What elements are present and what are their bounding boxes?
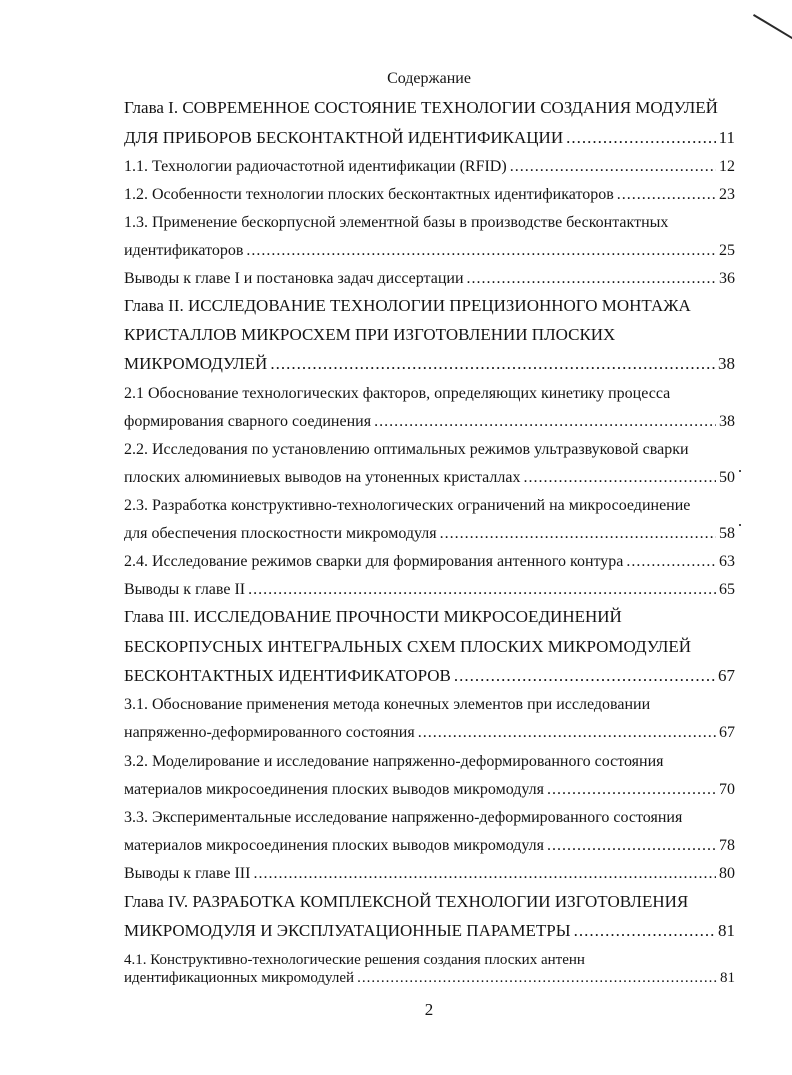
toc-chapter-4-line-2: МИКРОМОДУЛЯ И ЭКСПЛУАТАЦИОННЫЕ ПАРАМЕТРЫ ..... 81 [124, 920, 735, 942]
scan-speck [739, 524, 741, 526]
toc-section-3-2-line-1: 3.2. Моделирование и исследование напряженно-деформированного состояния [124, 753, 664, 770]
toc-section-4-1-line-1: 4.1. Конструктивно-технологические решения создания плоских антенн [124, 952, 585, 968]
toc-section-3-1-line-1: 3.1. Обоснование применения метода конечных элементов при исследовании [124, 696, 651, 713]
toc-section-3-3-line-1: 3.3. Экспериментальные исследование напряженно-деформированного состояния [124, 809, 683, 826]
toc-conclusions-1: Выводы к главе I и постановка задач диссертации ..... 36 [124, 268, 735, 290]
toc-section-1-2: 1.2. Особенности технологии плоских бесконтактных идентификаторов ..... 23 [124, 184, 735, 206]
toc-chapter-2-line-3: МИКРОМОДУЛЕЙ ..... 38 [124, 353, 735, 375]
toc-section-3-1-line-2: напряженно-деформированного состояния ..... 67 [124, 722, 735, 744]
toc-section-1-3-line-1: 1.3. Применение бескорпусной элементной базы в производстве бесконтактных [124, 214, 669, 231]
toc-section-2-4: 2.4. Исследование режимов сварки для формирования антенного контура ..... 63 [124, 551, 735, 573]
scan-artifact-line [753, 14, 792, 39]
toc-chapter-3-line-3: БЕСКОНТАКТНЫХ ИДЕНТИФИКАТОРОВ ..... 67 [124, 665, 735, 687]
toc-chapter-3-line-2: БЕСКОРПУСНЫХ ИНТЕГРАЛЬНЫХ СХЕМ ПЛОСКИХ МИКРОМОДУЛЕЙ [124, 637, 692, 656]
toc-section-2-1-line-2: формирования сварного соединения ..... 38 [124, 411, 735, 433]
toc-section-1-1: 1.1. Технологии радиочастотной идентификации (RFID) ..... 12 [124, 156, 735, 178]
toc-chapter-4-line-1: Глава IV. РАЗРАБОТКА КОМПЛЕКСНОЙ ТЕХНОЛОГИИ ИЗГОТОВЛЕНИЯ [124, 892, 689, 911]
toc-chapter-1-line-1: Глава I. СОВРЕМЕННОЕ СОСТОЯНИЕ ТЕХНОЛОГИИ СОЗДАНИЯ МОДУЛЕЙ [124, 98, 718, 117]
toc-chapter-2-line-1: Глава II. ИССЛЕДОВАНИЕ ТЕХНОЛОГИИ ПРЕЦИЗИОННОГО МОНТАЖА [124, 296, 691, 315]
toc-section-2-3-line-2: для обеспечения плоскостности микромодуля ..... 58 [124, 523, 735, 545]
toc-section-2-3-line-1: 2.3. Разработка конструктивно-технологических ограничений на микросоединение [124, 497, 691, 514]
toc-chapter-1-line-2: ДЛЯ ПРИБОРОВ БЕСКОНТАКТНОЙ ИДЕНТИФИКАЦИИ ..... 11 [124, 127, 735, 149]
toc-section-4-1-line-2: идентификационных микромодулей ..... 81 [124, 967, 735, 989]
page-number: 2 [424, 1000, 434, 1019]
toc-section-3-3-line-2: материалов микросоединения плоских выводов микромодуля ..... 78 [124, 835, 735, 857]
scan-speck [739, 470, 741, 472]
toc-section-2-1-line-1: 2.1 Обоснование технологических факторов, определяющих кинетику процесса [124, 385, 671, 402]
toc-section-2-2-line-2: плоских алюминиевых выводов на утоненных кристаллах ..... 50 [124, 467, 735, 489]
toc-section-3-2-line-2: материалов микросоединения плоских выводов микромодуля ..... 70 [124, 779, 735, 801]
toc-chapter-3-line-1: Глава III. ИССЛЕДОВАНИЕ ПРОЧНОСТИ МИКРОСОЕДИНЕНИЙ [124, 607, 622, 626]
toc-section-1-3-line-2: идентификаторов ..... 25 [124, 240, 735, 262]
toc-section-2-2-line-1: 2.2. Исследования по установлению оптимальных режимов ультразвуковой сварки [124, 441, 689, 458]
toc-conclusions-2: Выводы к главе II ..... 65 [124, 579, 735, 601]
toc-chapter-2-line-2: КРИСТАЛЛОВ МИКРОСХЕМ ПРИ ИЗГОТОВЛЕНИИ ПЛОСКИХ [124, 325, 616, 344]
toc-conclusions-3: Выводы к главе III ..... 80 [124, 863, 735, 885]
page-title: Содержание [387, 70, 471, 87]
